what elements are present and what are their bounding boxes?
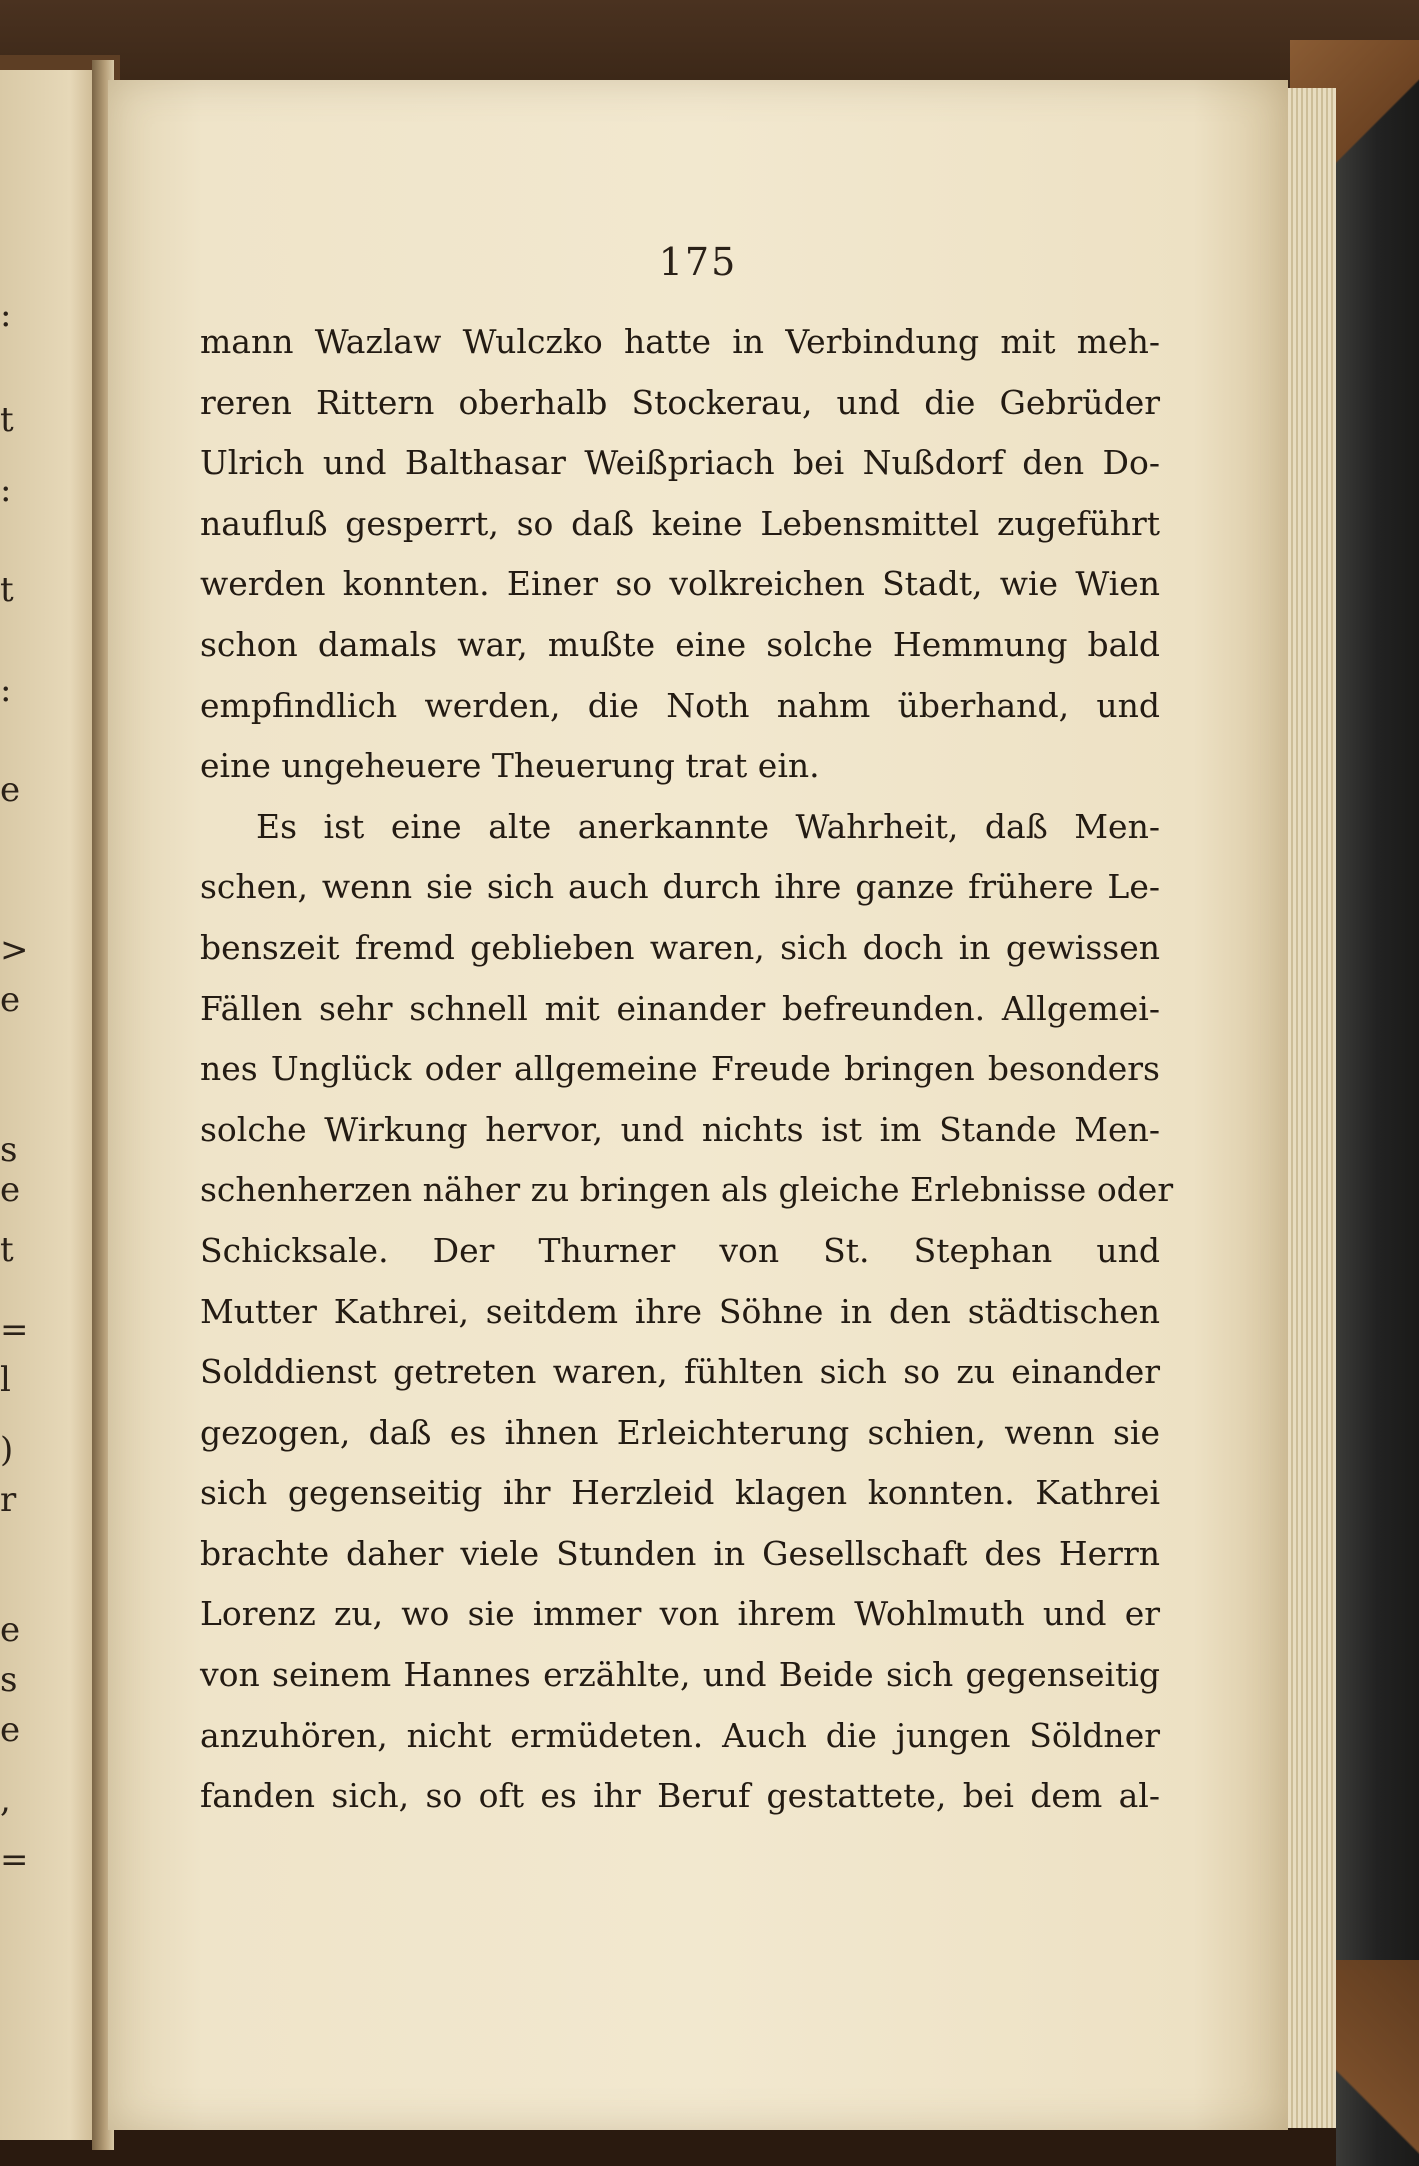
text-line: Schicksale. Der Thurner von St. Stephan und — [200, 1230, 1160, 1270]
text-line: solche Wirkung hervor, und nichts ist im Stande Men- — [200, 1109, 1160, 1149]
page-block-edge — [1288, 88, 1336, 2128]
left-page-fragment: t — [0, 400, 14, 440]
text-line: reren Rittern oberhalb Stockerau, und die Gebrüder — [200, 382, 1160, 422]
text-line: schon damals war, mußte eine solche Hemmung bald — [200, 624, 1160, 664]
left-page-fragment: e — [0, 1710, 21, 1750]
text-line: von seinem Hannes erzählte, und Beide sich gegenseitig — [200, 1655, 1160, 1695]
text-line: schenherzen näher zu bringen als gleiche Erlebnisse oder — [200, 1170, 1174, 1210]
left-page-fragment: t — [0, 570, 14, 610]
left-page-fragment: > — [0, 930, 29, 970]
text-line: werden konnten. Einer so volkreichen Stadt, wie Wien — [200, 564, 1160, 604]
text-line: brachte daher viele Stunden in Gesellschaft des Herrn — [200, 1533, 1160, 1573]
body-text — [200, 312, 1174, 1827]
left-page-fragment: : — [0, 470, 12, 510]
left-page-fragment: ) — [0, 1430, 14, 1470]
text-line: Ulrich und Balthasar Weißpriach bei Nußdorf den Do- — [200, 443, 1160, 483]
text-line: anzuhören, nicht ermüdeten. Auch die jungen Söldner — [200, 1715, 1160, 1755]
text-line: eine ungeheuere Theuerung trat ein. — [200, 746, 820, 786]
left-page-fragment: , — [0, 1780, 11, 1820]
left-page-fragment: e — [0, 980, 21, 1020]
cover-top-edge — [0, 0, 1419, 80]
left-page-fragment: t — [0, 1230, 14, 1270]
text-line: nes Unglück oder allgemeine Freude bringen besonders — [200, 1049, 1160, 1089]
left-page-fragment: e — [0, 1170, 21, 1210]
previous-page-edge — [0, 70, 102, 2140]
text-line: naufluß gesperrt, so daß keine Lebensmittel zugeführt — [200, 503, 1160, 543]
page-number: 175 — [658, 240, 738, 284]
book-page — [108, 80, 1288, 2130]
text-line: benszeit fremd geblieben waren, sich doch in gewissen — [200, 927, 1160, 967]
paragraph-start-line: Es ist eine alte anerkannte Wahrheit, daß Men- — [256, 806, 1160, 846]
text-line: mann Wazlaw Wulczko hatte in Verbindung mit meh- — [200, 322, 1160, 361]
text-line: Fällen sehr schnell mit einander befreunden. Allgemei- — [200, 988, 1160, 1028]
left-page-fragment: : — [0, 295, 12, 335]
text-line: Lorenz zu, wo sie immer von ihrem Wohlmuth und er — [200, 1594, 1160, 1634]
left-page-fragment: s — [0, 1660, 18, 1700]
text-line: sich gegenseitig ihr Herzleid klagen konnten. Kathrei — [200, 1473, 1160, 1513]
text-line: empfindlich werden, die Noth nahm überhand, und — [200, 685, 1160, 725]
text-line: Mutter Kathrei, seitdem ihre Söhne in den städtischen — [200, 1291, 1160, 1331]
left-page-fragment: e — [0, 770, 21, 810]
left-page-fragment: e — [0, 1610, 21, 1650]
text-line: Solddienst getreten waren, fühlten sich so zu einander — [200, 1352, 1160, 1392]
left-page-fragment: : — [0, 670, 12, 710]
text-line: fanden sich, so oft es ihr Beruf gestattete, bei dem al- — [200, 1776, 1160, 1816]
left-page-fragment: s — [0, 1130, 18, 1170]
text-line: schen, wenn sie sich auch durch ihre ganze frühere Le- — [200, 867, 1160, 907]
book-cover-right — [1336, 40, 1419, 2166]
text-line: gezogen, daß es ihnen Erleichterung schien, wenn sie — [200, 1412, 1160, 1452]
left-page-fragment: = — [0, 1310, 29, 1350]
left-page-fragment: r — [0, 1480, 17, 1520]
left-page-fragment: l — [0, 1360, 11, 1400]
left-page-fragment: = — [0, 1840, 29, 1880]
